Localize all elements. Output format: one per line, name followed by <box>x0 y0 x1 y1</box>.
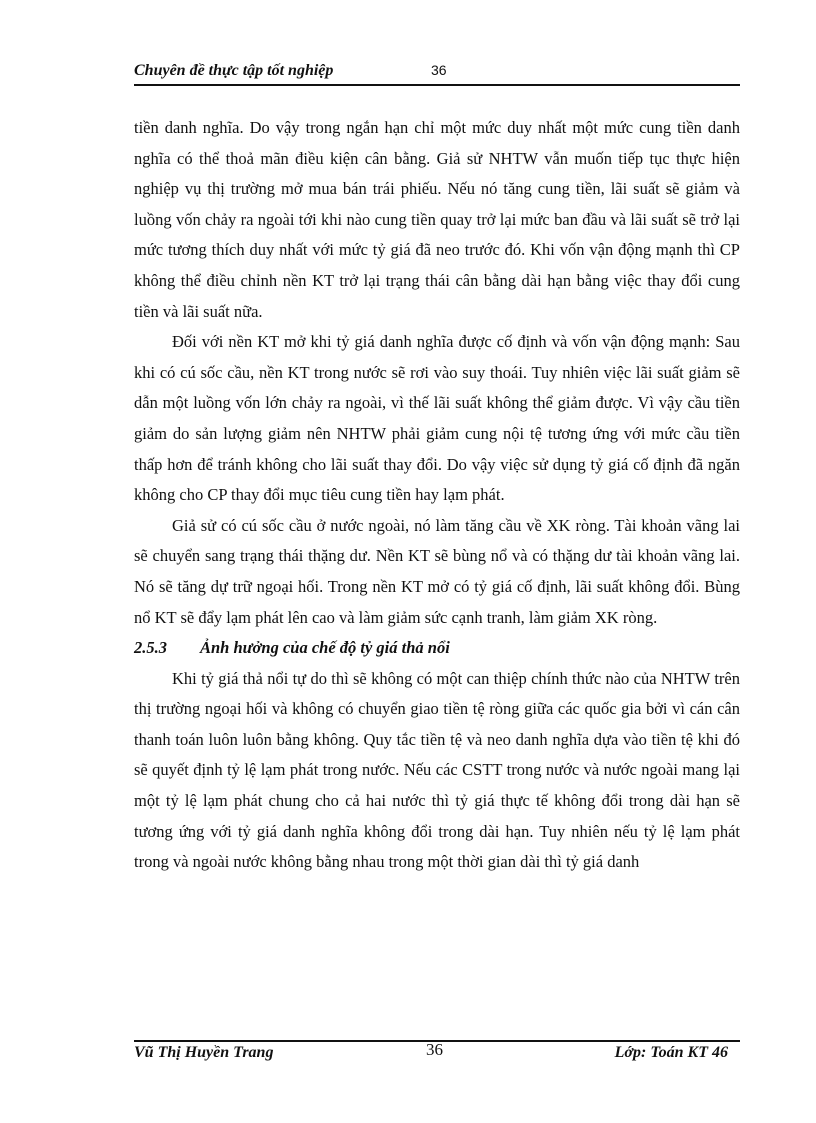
section-heading <box>134 633 740 664</box>
header-title: Chuyên đề thực tập tốt nghiệp <box>134 62 334 79</box>
footer-page-number: 36 <box>426 1040 443 1059</box>
section-title: Ảnh hưởng của chế độ tỷ giá thả nổi <box>200 638 450 658</box>
header-page-number: 36 <box>431 62 447 78</box>
paragraph-3: Giả sử có cú sốc cầu ở nước ngoài, nó làm tăng cầu về XK ròng. Tài khoản vãng lai sẽ chuyển sang trạng thái thặng dư. Nền KT sẽ bùng nổ và có thặng dư tài khoản vãng lai. Nó sẽ tăng dự trữ ngoại hối. Trong nền KT mở có tỷ giá cố định, lãi suất không đổi. Bùng nổ KT sẽ đẩy lạm phát lên cao và làm giảm sức cạnh tranh, làm giảm XK ròng. <box>134 515 740 627</box>
paragraph-1: tiền danh nghĩa. Do vậy trong ngắn hạn chỉ một mức duy nhất một mức cung tiền danh nghĩa có thể thoả mãn điều kiện cân bằng. Giả sử NHTW vẫn muốn tiếp tục thực hiện nghiệp vụ thị trường mở mua bán trái phiếu. Nếu nó tăng cung tiền, lãi suất sẽ giảm và luồng vốn chảy ra ngoài tới khi nào cung tiền quay trở lại mức ban đầu và lãi suất sẽ trở lại mức tương thích duy nhất với mức tỷ giá đã neo trước đó. Khi vốn vận động mạnh thì CP không thể điều chỉnh nền KT trở lại trạng thái cân bằng dài hạn bằng việc thay đổi cung tiền và lãi suất nữa. <box>134 118 740 321</box>
page-header <box>134 60 740 84</box>
document-body <box>134 113 740 878</box>
header-divider <box>134 84 740 86</box>
paragraph-2: Đối với nền KT mở khi tỷ giá danh nghĩa được cố định và vốn vận động mạnh: Sau khi có cú sốc cầu, nền KT trong nước sẽ rơi vào suy thoái. Tuy nhiên việc lãi suất giảm sẽ dẫn một luồng vốn lớn chảy ra ngoài, vì thế lãi suất không thể giảm được. Vì vậy cầu tiền giảm do sản lượng giảm nên NHTW phải giảm cung nội tệ tương ứng với mức cầu tiền thấp hơn để tránh không cho lãi suất thay đổi. Do vậy việc sử dụng tỷ giá cố định đã ngăn không cho CP thay đổi mục tiêu cung tiền hay lạm phát. <box>134 332 740 505</box>
footer-author: Vũ Thị Huyền Trang <box>134 1044 274 1061</box>
section-number: 2.5.3 <box>134 638 167 658</box>
paragraph-4: Khi tỷ giá thả nổi tự do thì sẽ không có một can thiệp chính thức nào của NHTW trên thị trường ngoại hối và không có chuyển giao tiền tệ ròng giữa các quốc gia bởi vì cán cân thanh toán luôn luôn bằng không. Quy tắc tiền tệ và neo danh nghĩa dựa vào tiền tệ khi đó sẽ quyết định tỷ lệ lạm phát trong nước. Nếu các CSTT trong nước và nước ngoài mang lại một tỷ lệ lạm phát chung cho cả hai nước thì tỷ giá thực tế không đổi trong dài hạn sẽ tương ứng với tỷ giá danh nghĩa không đổi trong dài hạn. Tuy nhiên nếu tỷ lệ lạm phát trong và ngoài nước không bằng nhau trong một thời gian dài thì tỷ giá danh <box>134 668 740 872</box>
page-footer <box>134 1040 740 1070</box>
footer-class: Lớp: Toán KT 46 <box>614 1044 728 1061</box>
